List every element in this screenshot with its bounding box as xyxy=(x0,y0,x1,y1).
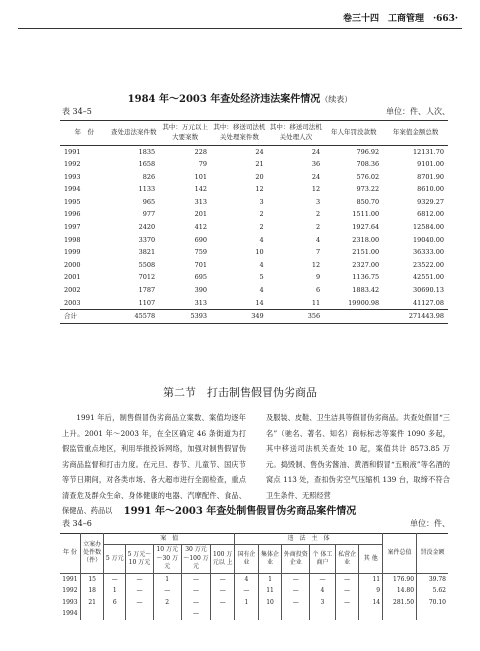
table2-cell xyxy=(335,608,359,620)
table1-cell: 796.92 xyxy=(356,147,380,156)
table2-cell: 1994 xyxy=(60,608,80,620)
table2-cell: 176.90 xyxy=(383,573,417,585)
table2-title: 1991 年～2003 年查处制售假冒伪劣商品案件情况 xyxy=(123,506,357,517)
table2-cell: 5.62 xyxy=(417,585,448,597)
table1-row xyxy=(60,259,448,272)
table2-row xyxy=(60,608,448,620)
table1-cell: 19900.98 xyxy=(348,298,380,307)
table2-value-col: 5 万元 xyxy=(104,545,126,573)
table2-cell: — xyxy=(310,573,336,585)
table2-cell: 1 xyxy=(104,585,126,597)
table1-cell: 9101.00 xyxy=(417,160,444,169)
table1-row xyxy=(60,234,448,247)
table1-cell: 8610.00 xyxy=(417,185,444,194)
table2-cell xyxy=(80,608,104,620)
table2-subject-col: 私营企业 xyxy=(335,545,359,573)
table2-cell: 70.10 xyxy=(417,597,448,609)
table1-col-header: 年人年罚没款数 xyxy=(324,121,383,146)
table1-cell: 12 xyxy=(255,185,264,194)
table1-cell: 9 xyxy=(316,273,321,282)
table1-cell: 9329.27 xyxy=(417,197,444,206)
table2-cell: — xyxy=(335,573,359,585)
table1-title: 1984 年～2003 年查处经济违法案件情况（续表） xyxy=(127,94,353,105)
table1-row xyxy=(60,171,448,184)
table1-cell: 1107 xyxy=(138,298,156,307)
table2-cell: — xyxy=(335,597,359,609)
table1-cell: 576.02 xyxy=(356,172,380,181)
table1-cell: 23522.00 xyxy=(412,260,444,269)
table1-row xyxy=(60,208,448,221)
table2-year-header: 年 份 xyxy=(60,534,80,574)
table1-cell: 349 xyxy=(211,310,268,324)
table2-row xyxy=(60,597,448,609)
table2-cell: 1991 xyxy=(60,573,80,585)
table2-cell: 14.80 xyxy=(383,585,417,597)
table1-cell: 228 xyxy=(194,147,208,156)
table1-row xyxy=(60,183,448,196)
table1-cell: 101 xyxy=(194,172,208,181)
table1-unit: 单位：件、人次、 xyxy=(386,107,450,116)
table1-cell: 2151.00 xyxy=(352,248,380,257)
table1-cell: 412 xyxy=(194,223,208,232)
table1-cell: 3 xyxy=(316,197,321,206)
table2-subject-col: 其 他 xyxy=(359,545,383,573)
table1-cell: 36333.00 xyxy=(412,248,444,257)
table1-cell: 2 xyxy=(316,210,321,219)
table2-value-col: 5 万元～10 万元 xyxy=(126,545,154,573)
table1-cell: 313 xyxy=(194,298,208,307)
table2-cell: 10 xyxy=(258,597,282,609)
table2-cell: — xyxy=(181,608,211,620)
table1-cell: 4 xyxy=(259,235,264,244)
table1-cell: 1996 xyxy=(64,210,81,219)
table1-cell: 1995 xyxy=(64,197,81,206)
table1-cell: 11 xyxy=(311,298,321,307)
table2-subject-col: 国有企业 xyxy=(235,545,259,573)
table1-cell: 12584.00 xyxy=(412,223,444,232)
table1-cell: 390 xyxy=(194,286,208,295)
table1-cell: 24 xyxy=(311,147,321,156)
table2-cell: — xyxy=(211,585,235,597)
table2-cell xyxy=(258,608,282,620)
table2-cell xyxy=(310,608,336,620)
table2-cell: — xyxy=(104,573,126,585)
table1-cell: 690 xyxy=(194,235,208,244)
table1-cell: 356 xyxy=(268,310,325,324)
table2-cell: 9 xyxy=(359,585,383,597)
table1-cell: 1994 xyxy=(64,185,81,194)
table2-lian-header: 立案办处件数（件） xyxy=(80,534,104,574)
table1-row xyxy=(60,284,448,297)
table1-cell: 271443.98 xyxy=(383,310,448,324)
table1-cell: 7012 xyxy=(138,273,156,282)
table1-cell: 973.22 xyxy=(356,185,380,194)
table1-cell: 10 xyxy=(255,248,264,257)
table1-cell: 1998 xyxy=(64,235,81,244)
table2-cell: 11 xyxy=(258,585,282,597)
table1-cell: 24 xyxy=(255,147,264,156)
table1 xyxy=(60,120,448,324)
table1-cell: 1997 xyxy=(64,223,81,232)
table2-cell: 11 xyxy=(359,573,383,585)
table1-cell: 1993 xyxy=(64,172,81,181)
table1-col-header: 查处违法案件数 xyxy=(108,121,159,146)
table2-cell: 14 xyxy=(359,597,383,609)
section-title: 第二节 打击制售假冒伪劣商品 xyxy=(163,386,317,399)
table2-value-col: 100 万元以 上 xyxy=(211,545,235,573)
table1-total-row xyxy=(60,310,448,324)
table1-cell: 20 xyxy=(255,172,264,181)
table2-cell xyxy=(282,608,310,620)
table1-cell: 45578 xyxy=(108,310,159,324)
table1-cell: 合计 xyxy=(60,310,108,324)
table1-cell xyxy=(324,310,383,324)
table2-fine-header: 罚没金额 xyxy=(417,534,448,574)
table2-value-col: 30 万元～100 万元 xyxy=(181,545,211,573)
table1-cell: 4 xyxy=(259,286,264,295)
table1-cell: 5 xyxy=(259,273,264,282)
table1-cell: 2001 xyxy=(64,273,81,282)
table2-cell: 281.50 xyxy=(383,597,417,609)
table1-cell: 42551.00 xyxy=(412,273,444,282)
table2-cell xyxy=(235,608,259,620)
table1-cell: 142 xyxy=(194,185,208,194)
table2-cell: — xyxy=(181,573,211,585)
table2-cell xyxy=(359,608,383,620)
table1-cell: 7 xyxy=(316,248,321,257)
table2-cell xyxy=(153,608,181,620)
table2-cell: — xyxy=(126,585,154,597)
table1-col-header: 其中：移送司法机关处理人次 xyxy=(268,121,325,146)
table2-cell: 4 xyxy=(235,573,259,585)
table2-cell: 3 xyxy=(310,597,336,609)
running-header xyxy=(18,8,462,29)
table2-cell: — xyxy=(235,585,259,597)
table1-cell: 1927.64 xyxy=(352,223,380,232)
table2-cell: 2 xyxy=(153,597,181,609)
table1-col-header: 年 份 xyxy=(60,121,108,146)
table1-cell: 21 xyxy=(255,160,264,169)
table1-number: 表 34–5 xyxy=(62,107,92,116)
table1-cell: 2 xyxy=(316,223,321,232)
table2-subject-col: 集体企业 xyxy=(258,545,282,573)
table1-cell: 1787 xyxy=(138,286,156,295)
table2-cell: 39.78 xyxy=(417,573,448,585)
table2-cell: 1 xyxy=(153,573,181,585)
table2-cell: — xyxy=(181,585,211,597)
table1-cell: 2002 xyxy=(64,286,81,295)
table1-cell: 3 xyxy=(259,197,264,206)
table2-cell: — xyxy=(335,585,359,597)
table2-subject-group: 违 法 主 体 xyxy=(235,534,383,545)
table1-cell: 2327.00 xyxy=(352,260,380,269)
table2-value-col: 10 万元～30 万元 xyxy=(153,545,181,573)
table2-cell: — xyxy=(126,597,154,609)
table1-row xyxy=(60,271,448,284)
table1-cell: 36 xyxy=(311,160,321,169)
table2-value-group: 案 值 xyxy=(104,534,235,545)
table1-cell: 4 xyxy=(316,235,321,244)
table2-cell xyxy=(383,608,417,620)
table1-row xyxy=(60,145,448,158)
table1-cell: 2318.00 xyxy=(352,235,380,244)
table2-subject-col: 个 体工商户 xyxy=(310,545,336,573)
running-title: 卷三十四 工商管理 ·663· xyxy=(342,14,458,24)
table1-col-header: 年案值金额总数 xyxy=(383,121,448,146)
table1-cell: 965 xyxy=(142,197,156,206)
table1-cell: 759 xyxy=(194,248,208,257)
table2-cell: 1992 xyxy=(60,585,80,597)
table1-cell: 977 xyxy=(142,210,156,219)
table1-cell: 12 xyxy=(311,185,321,194)
table1-cell: 1883.42 xyxy=(352,286,380,295)
table2-cell: 18 xyxy=(80,585,104,597)
table2-cell: — xyxy=(211,573,235,585)
table1-cell: 3370 xyxy=(138,235,156,244)
table1-cell: 2420 xyxy=(138,223,156,232)
table1-cell: 850.70 xyxy=(356,197,380,206)
table1-cell: 1835 xyxy=(138,147,156,156)
table1-cell: 8701.90 xyxy=(417,172,444,181)
table1-cell: 2 xyxy=(259,223,264,232)
table2-cell: 6 xyxy=(104,597,126,609)
table1-cell: 2000 xyxy=(64,260,81,269)
table1-header-row xyxy=(60,121,448,146)
table1-col-header: 其中：万元以上大要案数 xyxy=(159,121,211,146)
table2-cell: — xyxy=(126,573,154,585)
table1-cell: 6812.00 xyxy=(417,210,444,219)
body-col-left: 1991 年后，制售假冒伪劣商品立案数、案值均逐年上升。2001 年～2003 年，在全区确定 46 条街道为打假监管重点地区，利用举报投诉网络，加强对制售假冒伪劣商品监督和打击力度。在元旦、春节、儿童节、国庆节等节日期间，对各类市场、各大超市进行全面检查，重点清查危及群众生命、身体健康的电器、汽摩配件、食品、保健品、药品以 xyxy=(62,413,246,515)
table1-cell: 2 xyxy=(259,210,264,219)
table2-cell: — xyxy=(181,597,211,609)
table1-row xyxy=(60,221,448,234)
table2-row xyxy=(60,573,448,585)
table1-cell: 12 xyxy=(311,260,321,269)
table1-cell: 30690.13 xyxy=(412,286,444,295)
table2-cell xyxy=(211,608,235,620)
table1-cell: 695 xyxy=(194,273,208,282)
table1-cell: 3821 xyxy=(138,248,156,257)
table1-cell: 1991 xyxy=(64,147,81,156)
table2-header-row xyxy=(60,534,448,545)
table1-cell: 1992 xyxy=(64,160,81,169)
table2-cell: — xyxy=(282,597,310,609)
table2-row xyxy=(60,585,448,597)
table1-row xyxy=(60,297,448,310)
table1-cell: 1658 xyxy=(138,160,156,169)
table1-cell: 708.36 xyxy=(356,160,380,169)
table1-cell: 24 xyxy=(311,172,321,181)
table1-cell: 12131.70 xyxy=(412,147,444,156)
table2-total-header: 案件总值 xyxy=(383,534,417,574)
table1-cell: 701 xyxy=(194,260,208,269)
table2-cell: 1993 xyxy=(60,597,80,609)
table1-cell: 313 xyxy=(194,197,208,206)
table2-cell: 21 xyxy=(80,597,104,609)
table2-cell: — xyxy=(282,573,310,585)
table1-cell: 19040.00 xyxy=(412,235,444,244)
table1-cell: 5508 xyxy=(138,260,156,269)
table1-cell: 6 xyxy=(316,286,321,295)
table1-col-header: 其中：移送司法机关处理案件数 xyxy=(211,121,268,146)
table1-cell: 1133 xyxy=(138,185,156,194)
table1-cell: 2003 xyxy=(64,298,81,307)
table1-cell: 1511.00 xyxy=(352,210,380,219)
table1-row xyxy=(60,196,448,209)
table2-cell: 1 xyxy=(235,597,259,609)
table1-cell: 1136.75 xyxy=(352,273,380,282)
table1-cell: 79 xyxy=(198,160,208,169)
table2-cell: 4 xyxy=(310,585,336,597)
table1-row xyxy=(60,158,448,171)
table1-cell: 201 xyxy=(194,210,208,219)
table1-cell: 826 xyxy=(142,172,156,181)
table1-cell: 14 xyxy=(255,298,264,307)
table1-row xyxy=(60,246,448,259)
table1-cell: 5393 xyxy=(159,310,211,324)
table2 xyxy=(60,533,448,620)
table2-cell xyxy=(126,608,154,620)
table2-cell xyxy=(104,608,126,620)
table2-unit: 单位：件、 xyxy=(410,519,450,528)
body-col-right: 及服装、皮鞋、卫生洁具等假冒伪劣商品。共查处假冒“三名”（驰名、著名、知名）商标标志等案件 1090 多起，其中移送司法机关查处 10 起，案值共计 8573.85 万元。捣毁制、售伪劣酱油、黄酒和假冒“五粮液”等名酒的窝点 113 处，查扣伪劣空气压缩机 139 台，取缔不符合卫生条件、无照经营 xyxy=(266,413,450,500)
table1-cell: 4 xyxy=(259,260,264,269)
table2-cell: — xyxy=(282,585,310,597)
table2-cell: 1 xyxy=(258,573,282,585)
table2-cell: — xyxy=(153,585,181,597)
table1-cell: 1999 xyxy=(64,248,81,257)
table2-cell xyxy=(417,608,448,620)
table2-number: 表 34–6 xyxy=(62,519,92,528)
table2-subject-col: 外商投资企业 xyxy=(282,545,310,573)
table2-cell: 15 xyxy=(80,573,104,585)
table1-cell: 41127.08 xyxy=(412,298,444,307)
table2-cell: — xyxy=(211,597,235,609)
